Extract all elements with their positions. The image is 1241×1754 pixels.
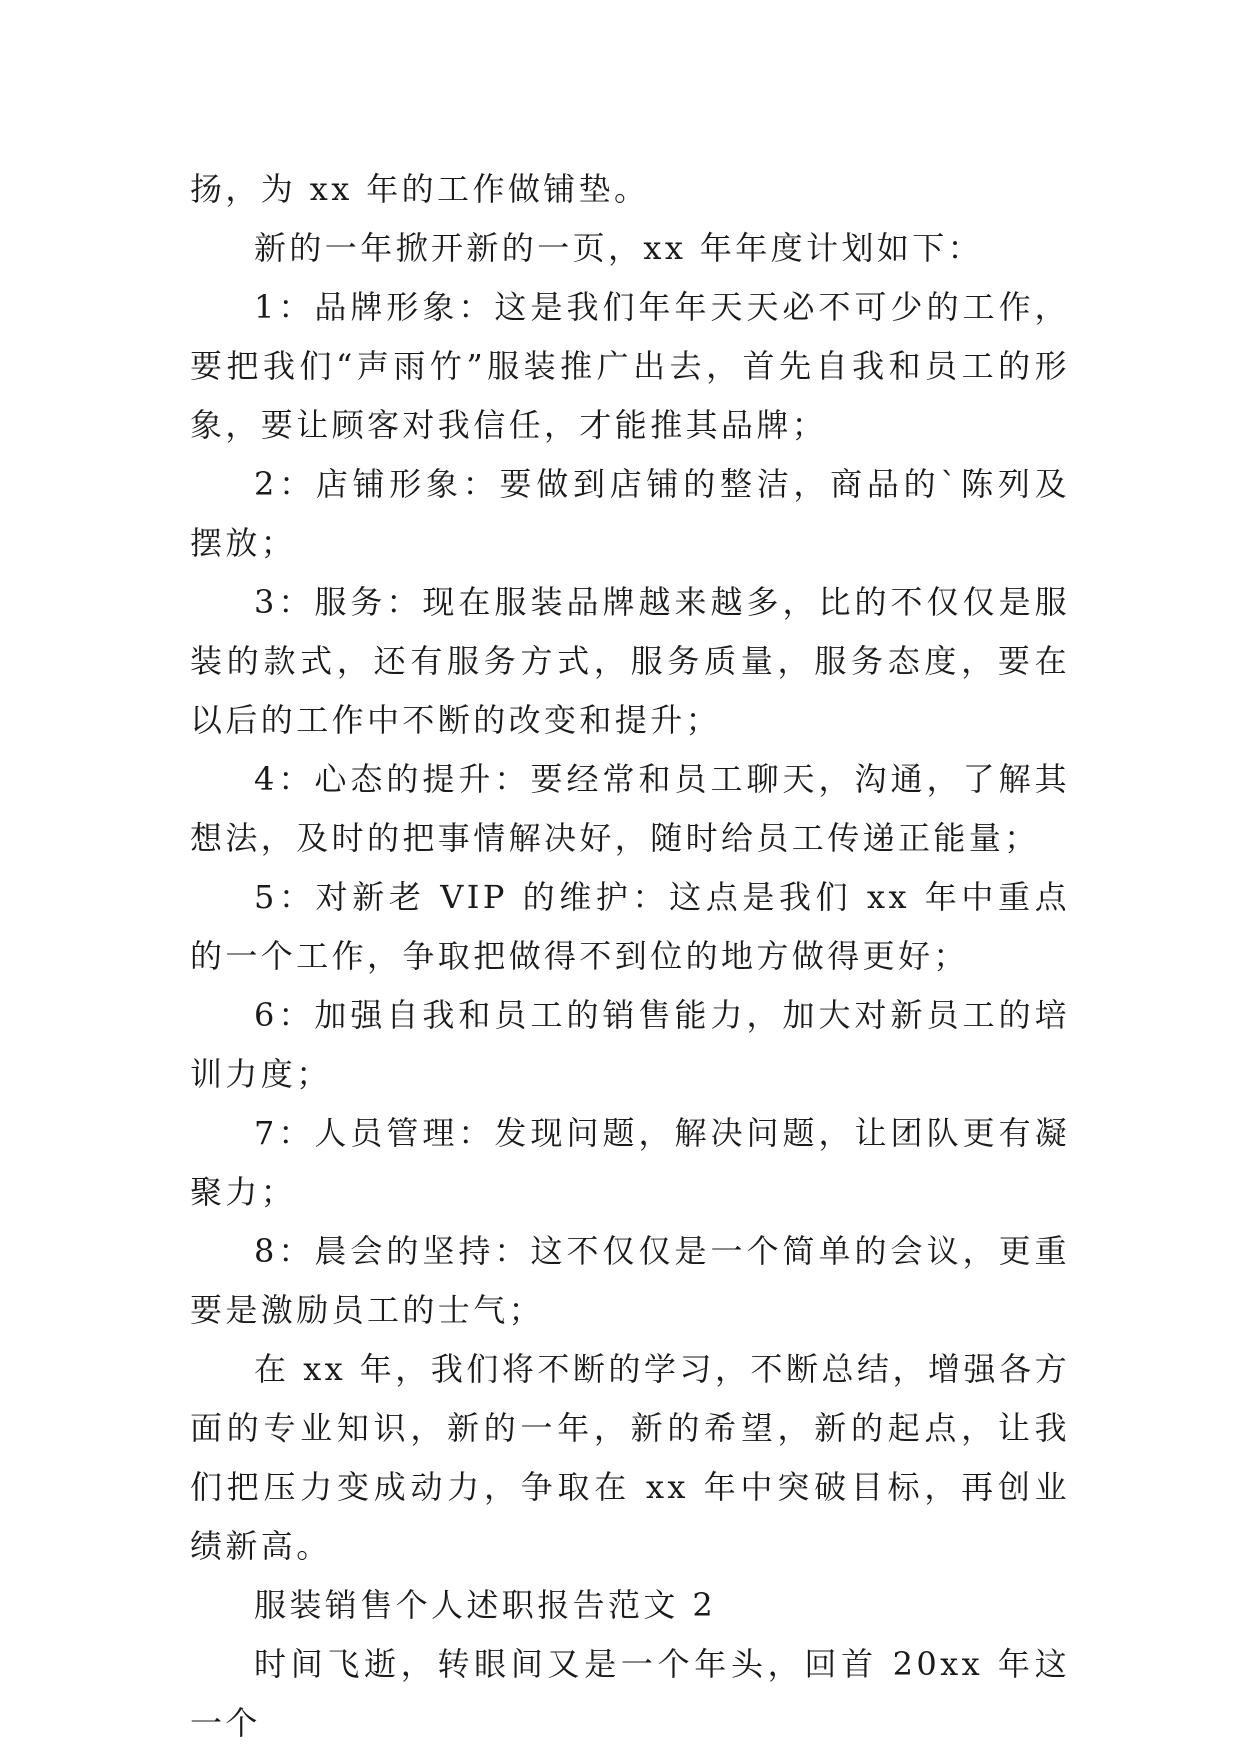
- document-body: [190, 160, 1070, 1753]
- paragraph: 在 xx 年，我们将不断的学习，不断总结，增强各方面的专业知识，新的一年，新的希望，新的起点，让我们把压力变成动力，争取在 xx 年中突破目标，再创业绩新高。: [190, 1350, 1070, 1565]
- paragraph: 8：晨会的坚持：这不仅仅是一个简单的会议，更重要是激励员工的士气；: [190, 1232, 1070, 1329]
- paragraph: 时间飞逝，转眼间又是一个年头，回首 20xx 年这一个: [190, 1645, 1070, 1742]
- paragraph: 1：品牌形象：这是我们年年天天必不可少的工作，要把我们“声雨竹”服装推广出去，首先自我和员工的形象，要让顾客对我信任，才能推其品牌；: [190, 288, 1070, 444]
- paragraph: 扬，为 xx 年的工作做铺垫。: [190, 170, 650, 208]
- paragraph: 新的一年掀开新的一页，xx 年年度计划如下：: [254, 229, 984, 267]
- paragraph: 2：店铺形象：要做到店铺的整洁，商品的`陈列及摆放；: [190, 465, 1070, 562]
- paragraph: 3：服务：现在服装品牌越来越多，比的不仅仅是服装的款式，还有服务方式，服务质量，服务态度，要在以后的工作中不断的改变和提升；: [190, 583, 1070, 739]
- section-heading: 服装销售个人述职报告范文 2: [254, 1586, 717, 1624]
- paragraph: 6：加强自我和员工的销售能力，加大对新员工的培训力度；: [190, 996, 1070, 1093]
- paragraph: 5：对新老 VIP 的维护：这点是我们 xx 年中重点的一个工作，争取把做得不到位的地方做得更好；: [190, 878, 1070, 975]
- paragraph: 7：人员管理：发现问题，解决问题，让团队更有凝聚力；: [190, 1114, 1070, 1211]
- paragraph: 4：心态的提升：要经常和员工聊天，沟通，了解其想法，及时的把事情解决好，随时给员工传递正能量；: [190, 760, 1070, 857]
